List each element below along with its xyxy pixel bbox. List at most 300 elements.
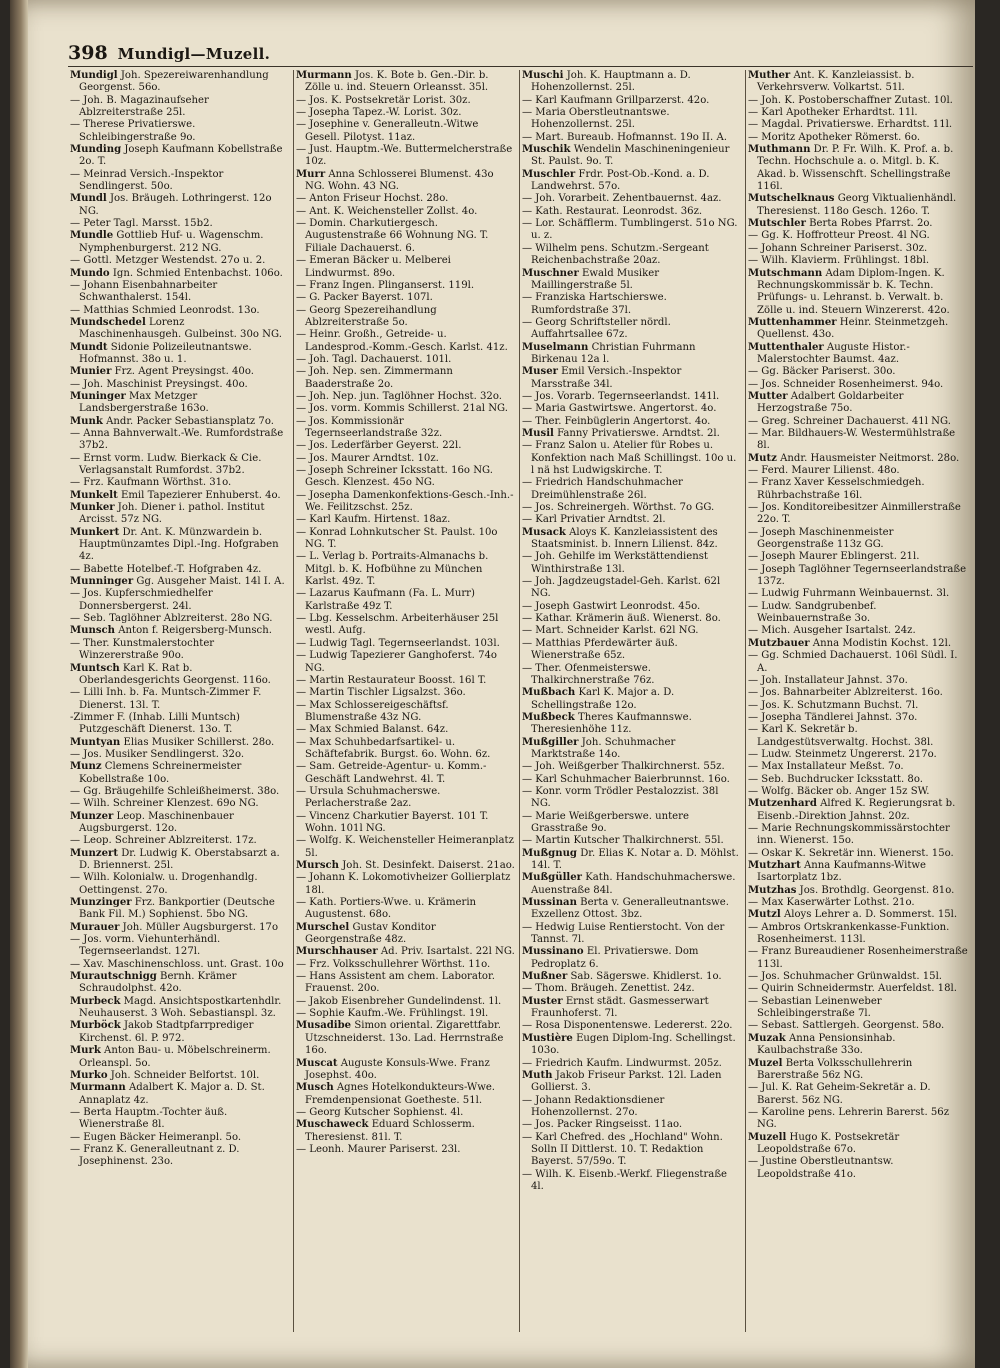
entry-text: Andr. Hausmeister Neitmorst. 28o. <box>776 452 960 464</box>
directory-entry <box>522 527 741 552</box>
entry-text: — Rosa Disponentenswe. Ledererst. 22o. <box>522 1020 733 1032</box>
directory-subentry <box>748 230 968 242</box>
directory-entry <box>70 576 289 588</box>
directory-subentry <box>522 403 741 415</box>
entry-text: — Josephine v. Generalleutn.-Witwe Gesell. Pilotyst. 11az. <box>296 119 479 143</box>
entry-text: — Jos. Musiker Sendlingerst. 32o. <box>70 748 245 760</box>
entry-text: — Max Kaserwärter Lothst. 21o. <box>748 897 915 909</box>
entry-text: — Jos. Kommissionär Tegernseerlandstraße 32z. <box>296 415 443 439</box>
entry-text: Max Metzger Landsbergerstraße 163o. <box>79 390 209 415</box>
directory-entry <box>70 268 289 280</box>
entry-text: — Konrad Lohnkutscher St. Paulst. 10o NG. T. <box>296 526 498 551</box>
entry-text: — Matthias Schmied Leonrodst. 13o. <box>70 304 260 316</box>
entry-text: Berta Volksschullehrerin Barerstraße 56z NG. <box>757 1057 913 1081</box>
entry-surname: Mußgiller <box>522 736 579 748</box>
entry-surname: Musch <box>296 1082 334 1094</box>
directory-subentry <box>296 996 515 1008</box>
entry-text: — Marie Weißgerberswe. untere Grasstraße 9o. <box>522 810 689 834</box>
directory-entry <box>748 144 968 193</box>
directory-subentry <box>296 675 515 687</box>
entry-surname: Muthmann <box>748 144 811 156</box>
directory-subentry <box>296 354 515 366</box>
entry-surname: Mundle <box>70 230 114 242</box>
entry-text: Emil Versich.-Inspektor Marsstraße 34l. <box>531 366 682 390</box>
directory-subentry <box>70 477 289 489</box>
directory-subentry <box>70 798 289 810</box>
entry-text: — Franz Ingen. Plinganserst. 119l. <box>296 279 475 291</box>
directory-entry <box>748 885 968 897</box>
entry-text: Gottlieb Huf- u. Wagenschm. Nymphenburgerst. 212 NG. <box>79 230 264 254</box>
entry-text: — Babette Hotelbef.-T. Hofgraben 4z. <box>70 563 262 575</box>
directory-subentry <box>296 872 515 897</box>
entry-text: — Oskar K. Sekretär inn. Wienerst. 15o. <box>748 847 954 859</box>
directory-columns <box>68 70 973 1332</box>
entry-text: — Max Schlossereigeschäftsf. Blumenstraße 43z NG. <box>296 699 449 723</box>
entry-text: Frz. Bankportier (Deutsche Bank Fil. M.) Sophienst. 5bo NG. <box>79 897 275 921</box>
directory-subentry <box>522 625 741 637</box>
entry-text: — Joseph Schreiner Icksstatt. 16o NG. Gesch. Klenzest. 45o NG. <box>296 465 493 489</box>
directory-subentry <box>748 95 968 107</box>
directory-entry <box>522 1070 741 1095</box>
entry-text: — Anton Friseur Hochst. 28o. <box>296 193 449 205</box>
directory-subentry <box>748 774 968 786</box>
directory-subentry <box>296 786 515 811</box>
entry-text: — Joh. Gehilfe im Werkstättendienst Winthirstraße 13l. <box>522 551 708 575</box>
directory-subentry <box>296 650 515 675</box>
entry-text: — Domin. Charkutiergesch. Augustenstraße 66 Wohnung NG. T. Filiale Dachauerst. 6. <box>296 218 489 254</box>
directory-entry <box>70 391 289 416</box>
directory-entry <box>70 342 289 367</box>
directory-subentry <box>748 477 968 502</box>
entry-text: — Ludwig Fuhrmann Weinbauernst. 3l. <box>748 588 950 600</box>
entry-text: — Ludw. Steinmetz Ungererst. 217o. <box>748 748 937 760</box>
directory-subentry <box>296 1144 515 1156</box>
directory-subentry <box>522 1058 741 1070</box>
entry-surname: Mußgnug <box>522 847 577 859</box>
entry-text: — Vincenz Charkutier Bayerst. 101 T. Wohn. 101l NG. <box>296 810 489 834</box>
directory-entry <box>70 70 289 95</box>
entry-text: Emil Tapezierer Enhuberst. 4o. <box>117 489 281 501</box>
directory-entry <box>522 946 741 971</box>
entry-surname: Munzer <box>70 810 114 822</box>
directory-entry <box>522 737 741 762</box>
directory-entry <box>70 1082 289 1107</box>
entry-text: — Joseph Maurer Eblingerst. 21l. <box>748 551 920 563</box>
directory-subentry <box>296 959 515 971</box>
directory-entry <box>296 922 515 947</box>
directory-subentry <box>296 761 515 786</box>
entry-text: Wendelin Maschineningenieur St. Paulst. 9o. T. <box>531 144 730 168</box>
directory-entry <box>748 268 968 317</box>
entry-text: Berta Robes Pfarrst. 2o. <box>805 218 933 230</box>
entry-text: — Seb. Buchdrucker Icksstatt. 8o. <box>748 773 923 785</box>
entry-text: — Jos. Bahnarbeiter Ablzreiterst. 16o. <box>748 687 943 699</box>
directory-entry <box>70 366 289 378</box>
directory-subentry <box>522 576 741 601</box>
directory-subentry <box>748 761 968 773</box>
directory-entry <box>70 848 289 873</box>
directory-subentry <box>522 1132 741 1169</box>
entry-text: — Hedwig Luise Rentierstocht. Von der Tannst. 7l. <box>522 921 725 946</box>
directory-subentry <box>296 638 515 650</box>
entry-text: — Jos. Schuhmacher Grünwaldst. 15l. <box>748 971 943 983</box>
entry-surname: Muth <box>522 1069 553 1081</box>
entry-surname: Musack <box>522 526 566 538</box>
entry-text: — Marie Rechnungskommissärstochter inn. Wienerst. 15o. <box>748 822 950 847</box>
entry-surname: Mundschedel <box>70 316 146 328</box>
entry-text: — Kath. Portiers-Wwe. u. Krämerin Augustenst. 68o. <box>296 897 477 921</box>
entry-text: — Wilh. Klavierm. Frühlingst. 18bl. <box>748 255 930 267</box>
entry-text: — Joseph Taglöhner Tegernseerlandstraße 137z. <box>748 563 967 588</box>
entry-text: — Mar. Bildhauers-W. Westermühlstraße 8l. <box>748 427 956 452</box>
entry-text: Gg. Ausgeher Maist. 14l I. A. <box>133 576 285 588</box>
directory-subentry <box>748 823 968 848</box>
directory-entry <box>70 996 289 1021</box>
directory-subentry <box>70 749 289 761</box>
entry-text: Christian Fuhrmann Birkenau 12a l. <box>531 341 696 365</box>
directory-subentry <box>296 514 515 526</box>
directory-subentry <box>748 132 968 144</box>
entry-text: — Joh. B. Magazinaufseher Ablzreiterstraße 25l. <box>70 94 209 119</box>
header-rule <box>68 66 973 67</box>
entry-text: Leop. Maschinenbauer Augsburgerst. 12o. <box>79 810 234 834</box>
entry-surname: Muschik <box>522 144 571 156</box>
directory-entry <box>70 490 289 502</box>
directory-subentry <box>748 564 968 589</box>
directory-entry <box>70 230 289 255</box>
entry-text: Lorenz Maschinenhausgeh. Gulbeinst. 30o NG. <box>79 316 282 341</box>
directory-subentry <box>70 95 289 120</box>
directory-subentry <box>522 1020 741 1032</box>
entry-surname: Mutzenhard <box>748 798 817 810</box>
directory-subentry <box>70 872 289 897</box>
entry-surname: Muselmann <box>522 341 589 353</box>
directory-entry <box>70 922 289 934</box>
entry-text: Ant. K. Kanzleiassist. b. Verkehrsverw. Volkartst. 51l. <box>757 70 915 94</box>
directory-subentry <box>296 811 515 836</box>
entry-text: — Mart. Bureaub. Hofmannst. 19o II. A. <box>522 131 727 143</box>
directory-subentry <box>522 613 741 625</box>
directory-subentry <box>296 465 515 490</box>
directory-entry <box>70 625 289 637</box>
directory-subentry <box>522 811 741 836</box>
entry-text: Dr. Elias K. Notar a. D. Möhlst. 14l. T. <box>531 847 739 871</box>
entry-text: — Thom. Bräugeh. Zenettist. 24z. <box>522 983 695 995</box>
entry-surname: Musil <box>522 427 554 439</box>
entry-text: Anton f. Reigersberg-Munsch. <box>115 625 272 637</box>
entry-surname: Murschhauser <box>296 946 378 958</box>
directory-subentry <box>70 280 289 305</box>
entry-surname: Muschaweck <box>296 1119 369 1131</box>
directory-subentry <box>70 218 289 230</box>
directory-subentry <box>296 737 515 762</box>
entry-surname: Muschner <box>522 267 579 279</box>
directory-entry <box>70 193 289 218</box>
entry-text: Joh. Spezereiwarenhandlung Georgenst. 56o. <box>79 70 269 94</box>
directory-subentry <box>296 1008 515 1020</box>
entry-text: — Ludw. Sandgrubenbef. Weinbauernstraße 3o. <box>748 600 877 625</box>
entry-text: Anna Modistin Kochst. 12l. <box>809 637 952 649</box>
directory-entry <box>522 268 741 293</box>
entry-text: Simon oriental. Zigarettfabr. Utzschneiderst. 13o. Lad. Herrnstraße 16o. <box>305 1020 504 1057</box>
entry-text: — Friedrich Kaufm. Lindwurmst. 205z. <box>522 1057 722 1069</box>
entry-text: Anton Bau- u. Möbelschreinerm. Orleanspl. 5o. <box>79 1045 271 1069</box>
directory-subentry <box>522 317 741 342</box>
directory-entry <box>70 144 289 169</box>
entry-text: — L. Verlag b. Portraits-Almanachs b. Mitgl. b. K. Hofbühne zu München Karlst. 49z. T. <box>296 551 489 588</box>
entry-surname: Muschler <box>522 168 576 180</box>
directory-subentry <box>70 453 289 478</box>
directory-subentry <box>296 416 515 441</box>
directory-entry <box>748 798 968 823</box>
entry-text: Ernst städt. Gasmesserwart Fraunhoferst. 7l. <box>531 995 709 1020</box>
directory-entry <box>70 761 289 786</box>
directory-entry <box>748 638 968 650</box>
directory-subentry <box>70 1144 289 1169</box>
running-head: Mundigl—Muzell. <box>117 45 271 63</box>
directory-subentry <box>748 946 968 971</box>
directory-subentry <box>748 601 968 626</box>
directory-subentry <box>70 835 289 847</box>
entry-surname: Mutzbauer <box>748 637 810 649</box>
entry-text: — Martin Kutscher Thalkirchnerst. 55l. <box>522 835 724 847</box>
entry-text: Jos. Bräugeh. Lothringerst. 12o NG. <box>79 193 272 217</box>
entry-text: — Franz K. Generalleutnant z. D. Josephinenst. 23o. <box>70 1143 240 1168</box>
directory-entry <box>70 502 289 527</box>
directory-subentry <box>522 1095 741 1120</box>
entry-text: — Seb. Taglöhner Ablzreiterst. 28o NG. <box>70 613 273 625</box>
entry-text: — Max Schmied Balanst. 64z. <box>296 724 449 736</box>
directory-entry <box>522 144 741 169</box>
entry-surname: Mutz <box>748 452 777 464</box>
entry-text: — Karl Kaufm. Hirtenst. 18az. <box>296 514 451 526</box>
entry-surname: Muser <box>522 366 558 378</box>
entry-text: — Karoline pens. Lehrerin Barerst. 56z NG. <box>748 1106 950 1131</box>
directory-subentry <box>296 403 515 415</box>
entry-text: Ewald Musiker Maillingerstraße 5l. <box>531 267 660 291</box>
entry-text: — Just. Hauptm.-We. Buttermelcherstraße 10z. <box>296 144 513 168</box>
entry-text: Alfred K. Regierungsrat b. Eisenb.-Direktion Jahnst. 20z. <box>757 798 956 822</box>
entry-surname: Munsch <box>70 625 116 637</box>
entry-text: — Joh. Weißgerber Thalkirchnerst. 55z. <box>522 761 725 773</box>
entry-text: — Jos. Lederfärber Geyerst. 22l. <box>296 440 462 452</box>
entry-text: Dr. P. Fr. Wilh. K. Prof. a. b. Techn. Hochschule a. o. Mitgl. b. K. Akad. b. Wissenschft. Schellingstraße 116l. <box>757 144 954 193</box>
entry-text: — Ambros Ortskrankenkasse-Funktion. Rosenheimerst. 113l. <box>748 921 950 946</box>
directory-subentry <box>296 700 515 725</box>
directory-subentry <box>522 514 741 526</box>
entry-surname: Munz <box>70 761 102 773</box>
directory-subentry <box>296 280 515 292</box>
entry-text: — Jos. Kupferschmiedhelfer Donnersbergerst. 24l. <box>70 588 213 612</box>
entry-surname: Mundo <box>70 267 110 279</box>
directory-subentry <box>748 527 968 552</box>
entry-surname: Muster <box>522 995 563 1007</box>
entry-text: — Jakob Eisenbreher Gundelindenst. 1l. <box>296 995 502 1007</box>
directory-entry <box>748 391 968 416</box>
directory-subentry <box>522 218 741 243</box>
directory-subentry <box>70 786 289 798</box>
entry-text: — Anna Bahnverwalt.-We. Rumfordstraße 37b2. <box>70 427 284 452</box>
directory-subentry <box>296 255 515 280</box>
directory-entry <box>522 169 741 194</box>
directory-subentry <box>296 687 515 699</box>
directory-subentry <box>748 897 968 909</box>
entry-surname: Munding <box>70 144 122 156</box>
directory-subentry <box>748 848 968 860</box>
entry-surname: Muzak <box>748 1032 786 1044</box>
directory-entry <box>522 897 741 922</box>
directory-subentry <box>522 193 741 205</box>
entry-text: Joh. Müller Augsburgerst. 17o <box>119 921 279 933</box>
directory-entry <box>748 1058 968 1083</box>
entry-text: — Eugen Bäcker Heimeranpl. 5o. <box>70 1131 242 1143</box>
directory-subentry <box>522 601 741 613</box>
entry-text: Fanny Privatierswe. Arndtst. 2l. <box>553 427 720 439</box>
directory-subentry <box>748 255 968 267</box>
directory-subentry <box>522 391 741 403</box>
entry-text: — Jos. vorm. Viehunterhändl. Tegernseerlandst. 127l. <box>70 934 221 958</box>
directory-subentry <box>296 835 515 860</box>
entry-text: — Joh. Jagdzeugstadel-Geh. Karlst. 62l NG. <box>522 576 721 600</box>
entry-surname: Muninger <box>70 390 126 402</box>
directory-subentry <box>522 243 741 268</box>
entry-surname: Murr <box>296 168 326 180</box>
entry-text: — Gg. Bäcker Pariserst. 30o. <box>748 366 896 378</box>
entry-text: Berta v. Generalleutnantswe. Exzellenz Ottost. 3bz. <box>531 897 729 921</box>
directory-subentry <box>296 366 515 391</box>
directory-entry <box>296 1082 515 1107</box>
directory-subentry <box>748 700 968 712</box>
entry-text: — Jul. K. Rat Geheim-Sekretär a. D. Barerst. 56z NG. <box>748 1082 931 1106</box>
directory-subentry <box>70 1107 289 1132</box>
entry-surname: Muscat <box>296 1057 338 1069</box>
directory-subentry <box>748 416 968 428</box>
directory-subentry <box>296 971 515 996</box>
entry-text: — Friedrich Handschuhmacher Dreimühlenstraße 26l. <box>522 477 683 501</box>
directory-subentry <box>522 663 741 688</box>
directory-subentry <box>748 119 968 131</box>
entry-text: Joh. K. Hauptmann a. D. Hohenzollernst. 25l. <box>531 70 691 94</box>
entry-text: Magd. Ansichtspostkartenhdlr. Neuhauserst. 3 Woh. Sebastianspl. 3z. <box>79 995 282 1020</box>
directory-subentry <box>296 391 515 403</box>
entry-text: — Georg Schriftsteller nördl. Auffahrtsallee 67z. <box>522 316 671 341</box>
directory-subentry <box>748 675 968 687</box>
entry-text: Jakob Stadtpfarrprediger Kirchenst. 6l. P. 972. <box>79 1020 254 1044</box>
entry-text: Eduard Schlosserm. Theresienst. 81l. T. <box>305 1119 475 1143</box>
directory-subentry <box>748 502 968 527</box>
entry-surname: Muzell <box>748 1131 787 1143</box>
directory-entry <box>296 70 515 95</box>
entry-text: — Jos. Schreinergeh. Wörthst. 7o GG. <box>522 502 715 514</box>
directory-entry <box>522 712 741 737</box>
entry-text: Aloys K. Kanzleiassistent des Staatsminist. b. Innern Lilienst. 84z. <box>531 526 718 551</box>
entry-surname: Murschel <box>296 921 350 933</box>
directory-subentry <box>70 169 289 194</box>
directory-subentry <box>70 613 289 625</box>
entry-surname: Mutter <box>748 390 788 402</box>
directory-entry <box>748 909 968 921</box>
page-header <box>68 42 270 64</box>
entry-surname: Munk <box>70 415 103 427</box>
directory-subentry <box>296 144 515 169</box>
entry-surname: Mutschler <box>748 218 806 230</box>
entry-text: — Josepha Tapez.-W. Lorist. 30z. <box>296 107 462 119</box>
entry-text: — Karl Schuhmacher Baierbrunnst. 16o. <box>522 773 730 785</box>
directory-entry <box>70 897 289 922</box>
directory-subentry <box>296 440 515 452</box>
entry-text: Auguste Konsuls-Wwe. Franz Josephst. 40o. <box>305 1057 490 1081</box>
directory-subentry <box>748 712 968 724</box>
directory-entry <box>522 996 741 1021</box>
entry-surname: Murmann <box>70 1082 126 1094</box>
directory-entry <box>70 1020 289 1045</box>
directory-entry <box>296 946 515 958</box>
directory-subentry <box>748 724 968 749</box>
entry-text: — G. Packer Bayerst. 107l. <box>296 292 433 304</box>
directory-subentry <box>296 206 515 218</box>
entry-text: — Heinr. Großh., Getreide- u. Landesprod.-Komm.-Gesch. Karlst. 41z. <box>296 329 508 353</box>
entry-surname: Muntsch <box>70 662 120 674</box>
entry-text: Heinr. Steinmetzgeh. Quellenst. 43o. <box>757 316 949 341</box>
entry-text: — Franz Salon u. Atelier für Robes u. Konfektion nach Maß Schillingst. 10o u. l nä hst Ludwigskirche. T. <box>522 440 737 476</box>
directory-subentry <box>296 724 515 736</box>
entry-text: Elias Musiker Schillerst. 28o. <box>120 736 275 748</box>
entry-text: — Joh. Nep. jun. Taglöhner Hochst. 32o. <box>296 390 502 402</box>
entry-text: — Karl K. Sekretär b. Landgestütsverwaltg. Hochst. 38l. <box>748 724 934 748</box>
entry-text: Joh. Schneider Belfortst. 10l. <box>107 1069 260 1081</box>
entry-text: — Karl Chefred. des „Hochland" Wohn. Solln II Dittlerst. 10. T. Redaktion Bayerst. 57/59o. T. <box>522 1131 723 1168</box>
book-binding <box>10 0 28 1368</box>
directory-subentry <box>296 292 515 304</box>
directory-subentry <box>70 379 289 391</box>
directory-subentry <box>522 761 741 773</box>
entry-text: — Ther. Feinbüglerin Angertorst. 4o. <box>522 415 711 427</box>
entry-surname: Murko <box>70 1069 108 1081</box>
directory-subentry <box>522 638 741 663</box>
entry-surname: Munier <box>70 366 112 378</box>
entry-text: Jos. Brothdlg. Georgenst. 81o. <box>796 884 955 896</box>
entry-text: — Sebastian Leinenweber Schleibingerstraße 7l. <box>748 995 882 1020</box>
directory-entry <box>748 1033 968 1058</box>
entry-surname: Mußner <box>522 971 568 983</box>
directory-entry <box>296 1020 515 1057</box>
entry-surname: Muschi <box>522 70 564 81</box>
directory-subentry <box>70 305 289 317</box>
entry-surname: Muttenhammer <box>748 316 837 328</box>
entry-text: — Kath. Restaurat. Leonrodst. 36z. <box>522 205 703 217</box>
entry-text: Andr. Packer Sebastiansplatz 7o. <box>102 415 274 427</box>
entry-text: — Quirin Schneidermstr. Auerfeldst. 18l. <box>748 983 957 995</box>
directory-subentry <box>296 329 515 354</box>
directory-subentry <box>70 712 289 737</box>
directory-entry <box>70 663 289 688</box>
entry-text: — Josepha Tändlerei Jahnst. 37o. <box>748 711 918 723</box>
directory-subentry <box>296 218 515 255</box>
directory-subentry <box>522 206 741 218</box>
entry-text: — Jos. vorm. Kommis Schillerst. 21al NG. <box>296 403 508 415</box>
entry-text: — Ernst vorm. Ludw. Bierkack & Cie. Verlagsanstalt Rumfordst. 37b2. <box>70 452 262 476</box>
directory-entry <box>70 527 289 564</box>
entry-text: — Ant. K. Weichensteller Zollst. 4o. <box>296 205 478 217</box>
entry-text: — Therese Privatierswe. Schleibingerstraße 9o. <box>70 119 196 143</box>
entry-text: — Sophie Kaufm.-We. Frühlingst. 19l. <box>296 1008 489 1020</box>
directory-subentry <box>522 551 741 576</box>
directory-subentry <box>748 465 968 477</box>
entry-text: — Xav. Maschinenschloss. unt. Grast. 10o <box>70 958 284 970</box>
entry-text: Auguste Histor.-Malerstochter Baumst. 4az. <box>757 341 910 365</box>
entry-text: Anna Schlosserei Blumenst. 43o NG. Wohn. 43 NG. <box>305 168 494 193</box>
directory-subentry <box>748 786 968 798</box>
